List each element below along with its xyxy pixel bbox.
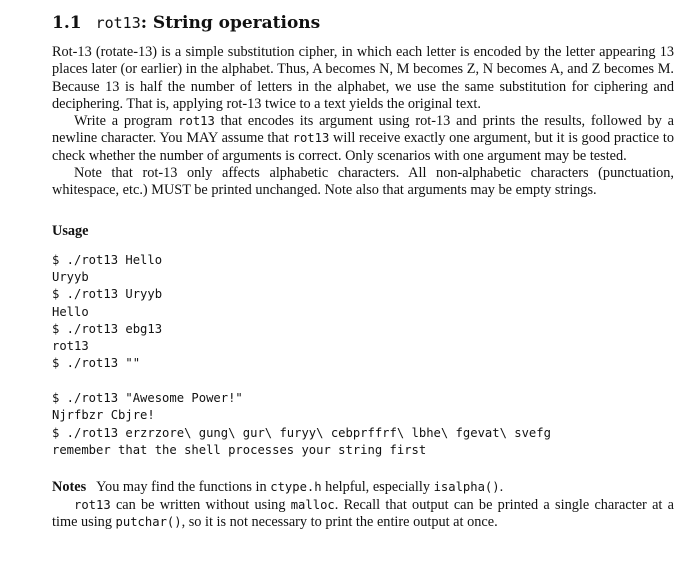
usage-heading: Usage — [52, 222, 89, 239]
program-code-2: rot13 — [292, 131, 330, 146]
notes-section — [52, 479, 674, 531]
notes-text-4: can be written without using — [110, 496, 291, 513]
program-paragraph — [52, 113, 674, 165]
code-line: $ ./rot13 "Awesome Power!" — [52, 391, 243, 406]
program-code-1: rot13 — [178, 114, 215, 129]
section-heading — [52, 10, 674, 36]
document-page — [52, 10, 674, 531]
code-line: remember that the shell processes your string first — [52, 442, 427, 457]
notes-text-3: . — [499, 479, 504, 496]
code-line: Uryyb — [52, 269, 89, 284]
code-line: $ ./rot13 erzrzore\ gung\ gur\ furyy\ cebprffrf\ lbhe\ fgevat\ svefg — [52, 425, 551, 440]
notes-text-1: You may find the functions in — [96, 479, 271, 496]
section-title-text: : String operations — [140, 13, 321, 33]
note-paragraph: Note that rot-13 only affects alphabetic characters. All non-alphabetic characters (punctuation, whitespace, etc.) MUST be printed unchanged. Note also that arguments may be empty strings. — [52, 165, 674, 199]
notes-paragraph-2 — [52, 497, 674, 532]
notes-paragraph-1 — [52, 479, 674, 496]
program-text-2: that encodes its argument using rot-13 and prints the results, followed by a newline character. You MAY assume that — [52, 113, 674, 147]
code-line: Njrfbzr Cbjre! — [52, 408, 155, 423]
notes-code-isalpha: isalpha() — [433, 480, 500, 495]
code-line: $ ./rot13 "" — [52, 356, 141, 371]
notes-code-putchar: putchar() — [115, 514, 182, 529]
notes-code-ctype: ctype.h — [270, 480, 322, 495]
usage-code-block — [52, 252, 674, 460]
notes-text-2: helpful, especially — [321, 479, 434, 496]
intro-paragraph: Rot-13 (rotate-13) is a simple substitution cipher, in which each letter is encoded by the letter appearing 13 places later (or earlier) in the alphabet. Thus, A becomes N, M becomes Z, N becomes A, and Z becomes M. Because 13 is half the number of letters in the alphabet, we use the same substitution for ciphering and deciphering. That is, applying rot-13 twice to a text yields the original text. — [52, 44, 674, 112]
section-number: 1.1 — [52, 13, 82, 33]
notes-code-rot13: rot13 — [74, 497, 111, 512]
program-text-1: Write a program — [74, 113, 179, 130]
notes-label: Notes — [52, 479, 87, 496]
code-spacer — [52, 373, 674, 390]
code-line: Hello — [52, 304, 89, 319]
notes-text-6: , so it is not necessary to print the entire output at once. — [181, 513, 498, 530]
section-title-code: rot13 — [95, 14, 141, 32]
code-line: $ ./rot13 Hello — [52, 252, 163, 267]
code-line: $ ./rot13 ebg13 — [52, 321, 163, 336]
notes-text-5: . Recall that output can be printed a single character at a time using — [52, 496, 674, 530]
program-text-3: will receive exactly one argument, but it is good practice to check whether the number of arguments is correct. Only scenarios with one argument may be tested. — [52, 130, 674, 164]
code-line: $ ./rot13 Uryyb — [52, 287, 163, 302]
code-line: rot13 — [52, 339, 89, 354]
notes-code-malloc: malloc — [290, 497, 335, 512]
